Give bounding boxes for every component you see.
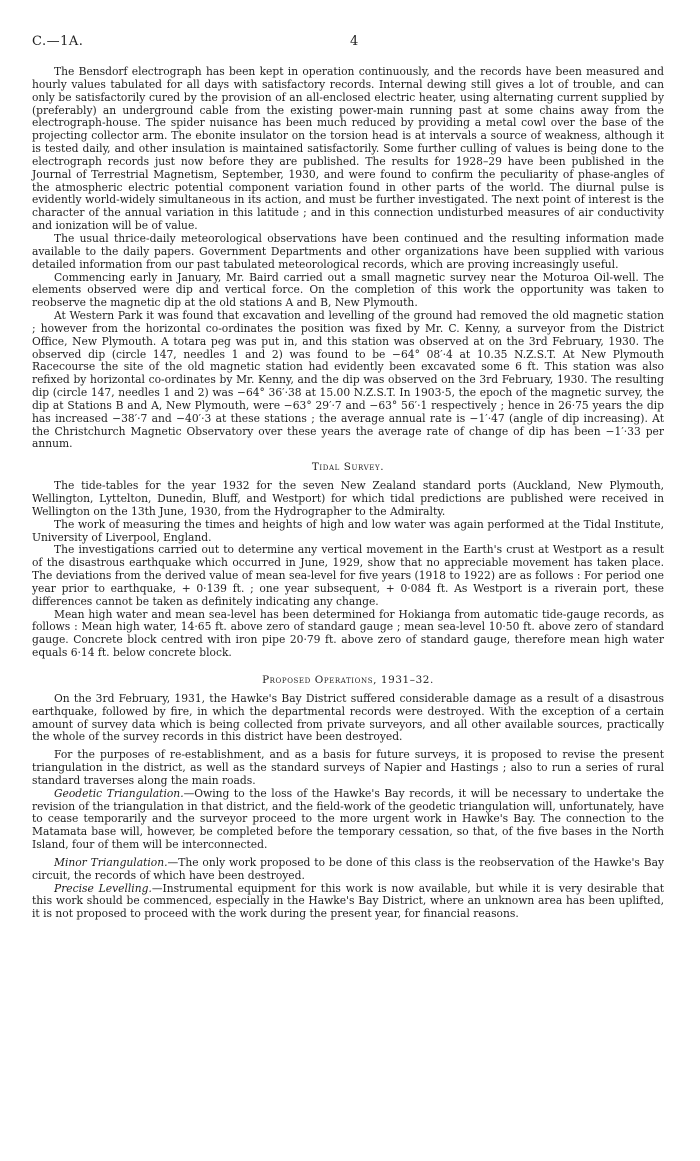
- paragraph-tidal-institute: The work of measuring the times and heights of high and low water was again performed at the Tidal Institute, University of Liverpool, England.: [32, 517, 664, 544]
- paragraph-electrograph: The Bensdorf electrograph has been kept in operation continuously, and the records have been measured and hourly values tabulated for all days with satisfactory records. Internal dewing still gives a lot of trouble, and can only be satisfactorily cured by the provision of an all-enclosed electric heater, using alternating current supplied by (preferably) an underground cable from the existing power-main running past at some chains away from the electrograph-house. The spider nuisance has been much reduced by providing a metal cowl over the base of the projecting collector arm. The ebonite insulator on the torsion head is at intervals a source of weakness, although it is tested daily, and other insulation is maintained satisfactorily. Some further culling of values is being done to the electrograph records just now before they are published. The results for 1928–29 have been published in the Journal of Terrestrial Magnetism, September, 1930, and were found to confirm the peculiarity of phase-angles of the atmospheric electric potential component variation found in other parts of the world. The diurnal pulse is evidently world-widely simultaneous in its action, and must be further investigated. The next point of interest is the character of the annual variation in this latitude ; and in this connection undisturbed measures of air conductivity and ionization will be of value.: [32, 65, 664, 233]
- section-heading-proposed-operations: Proposed Operations, 1931–32.: [262, 673, 434, 686]
- lead-in-geodetic-triangulation: Geodetic Triangulation.: [54, 786, 184, 800]
- text-precise-levelling: —Instrumental equipment for this work is now available, but while it is very desirable that this work should be commenced, especially in the Hawke's Bay District, where an unknown area has been uplifted, it is not proposed to proceed with the work during the present year, for financial reasons.: [32, 881, 664, 921]
- text-minor-triangulation: —The only work proposed to be done of this class is the reobservation of the Hawke's Bay circuit, the records of which have been destroyed.: [32, 855, 664, 882]
- report-reference: C.—1A.: [32, 34, 84, 49]
- page-number: 4: [350, 34, 359, 49]
- lead-in-precise-levelling: Precise Levelling.: [54, 881, 152, 895]
- paragraph-western-park: At Western Park it was found that excavation and levelling of the ground had removed the old magnetic station ; however from the horizontal co-ordinates the position was fixed by Mr. C. Kenny, a surveyor from the District Office, New Plymouth. A totara peg was put in, and this station was observed at on the 3rd February, 1930. The observed dip (circle 147, needles 1 and 2) was found to be −64° 08′·4 at 10.35 N.Z.S.T. At New Plymouth Racecourse the site of the old magnetic station had evidently been excavated some 6 ft. This station was also refixed by horizontal co-ordinates by Mr. Kenny, and the dip was observed on the 3rd February, 1930. The resulting dip (circle 147, needles 1 and 2) was −64° 36′·38 at 15.00 N.Z.S.T. In 1903·5, the epoch of the magnetic survey, the dip at Stations B and A, New Plymouth, were −63° 29′·7 and −63° 56′·1 respectively ; hence in 26·75 years the dip has increased −38′·7 and −40′·3 at these stations ; the average annual rate is −1′·47 (angle of dip increasing). At the Christchurch Magnetic Observatory over these years the average rate of change of dip has been −1′·33 per annum.: [32, 309, 664, 451]
- paragraph-magnetic-survey: Commencing early in January, Mr. Baird carried out a small magnetic survey near the Moturoa Oil-well. The elements observed were dip and vertical force. On the completion of this work the opportunity was taken to reobserve the magnetic dip at the old stations A and B, New Plymouth.: [32, 270, 664, 310]
- paragraph-hawkes-bay-earthquake: On the 3rd February, 1931, the Hawke's Bay District suffered considerable damage as a result of a disastrous earthquake, followed by fire, in which the departmental records were destroyed. With the exception of a certain amount of survey data which is being collected from private surveyors, and all other available sources, practically the whole of the survey records in this district have been destroyed.: [32, 691, 664, 744]
- paragraph-precise-levelling: [32, 883, 664, 922]
- paragraph-tide-tables: The tide-tables for the year 1932 for the seven New Zealand standard ports (Auckland, New Plymouth, Wellington, Lyttelton, Dunedin, Bluff, and Westport) for which tidal predictions are published were received in Wellington on the 13th June, 1930, from the Hydrographer to the Admiralty.: [32, 479, 664, 518]
- paragraph-re-establishment: For the purposes of re-establishment, and as a basis for future surveys, it is proposed to revise the present triangulation in the district, as well as the standard surveys of Napier and Hastings ; also to run a series of rural standard traverses along the main roads.: [32, 748, 664, 787]
- lead-in-minor-triangulation: Minor Triangulation.: [54, 855, 168, 869]
- paragraph-minor-triangulation: [32, 857, 664, 883]
- document-body: [32, 66, 664, 921]
- paragraph-meteorological: The usual thrice-daily meteorological observations have been continued and the resulting information made available to the daily papers. Government Departments and other organizations have been supplied with various detailed information from our past tabulated meteorological records, which are proving increasingly useful.: [32, 231, 664, 271]
- page-header: [32, 34, 664, 56]
- section-heading-tidal-survey: Tidal Survey.: [311, 461, 385, 474]
- text-geodetic-triangulation: —Owing to the loss of the Hawke's Bay records, it will be necessary to undertake the revision of the triangulation in that district, and the field-work of the geodetic triangulation will, unfortunately, have to cease temporarily and the surveyor proceed to the more urgent work in Hawke's Bay. The connection to the Matamata base will, however, be completed before the temporary cessation, so that, of the five bases in the North Island, four of them will be interconnected.: [32, 786, 664, 852]
- paragraph-hokianga: Mean high water and mean sea-level has been determined for Hokianga from automatic tide-gauge records, as follows : Mean high water, 14·65 ft. above zero of standard gauge ; mean sea-level 10·50 ft. above zero of standard gauge. Concrete block centred with iron pipe 20·79 ft. above zero of standard gauge, therefore mean high water equals 6·14 ft. below concrete block.: [32, 607, 664, 660]
- paragraph-westport-investigation: The investigations carried out to determine any vertical movement in the Earth's crust at Westport as a result of the disastrous earthquake which occurred in June, 1929, show that no appreciable movement has taken place. The deviations from the derived value of mean sea-level for five years (1918 to 1922) are as follows : For period one year prior to earthquake, + 0·139 ft. ; one year subsequent, + 0·084 ft. As Westport is a riverain port, these differences cannot be taken as definitely indicating any change.: [32, 543, 664, 608]
- paragraph-geodetic-triangulation: [32, 788, 664, 852]
